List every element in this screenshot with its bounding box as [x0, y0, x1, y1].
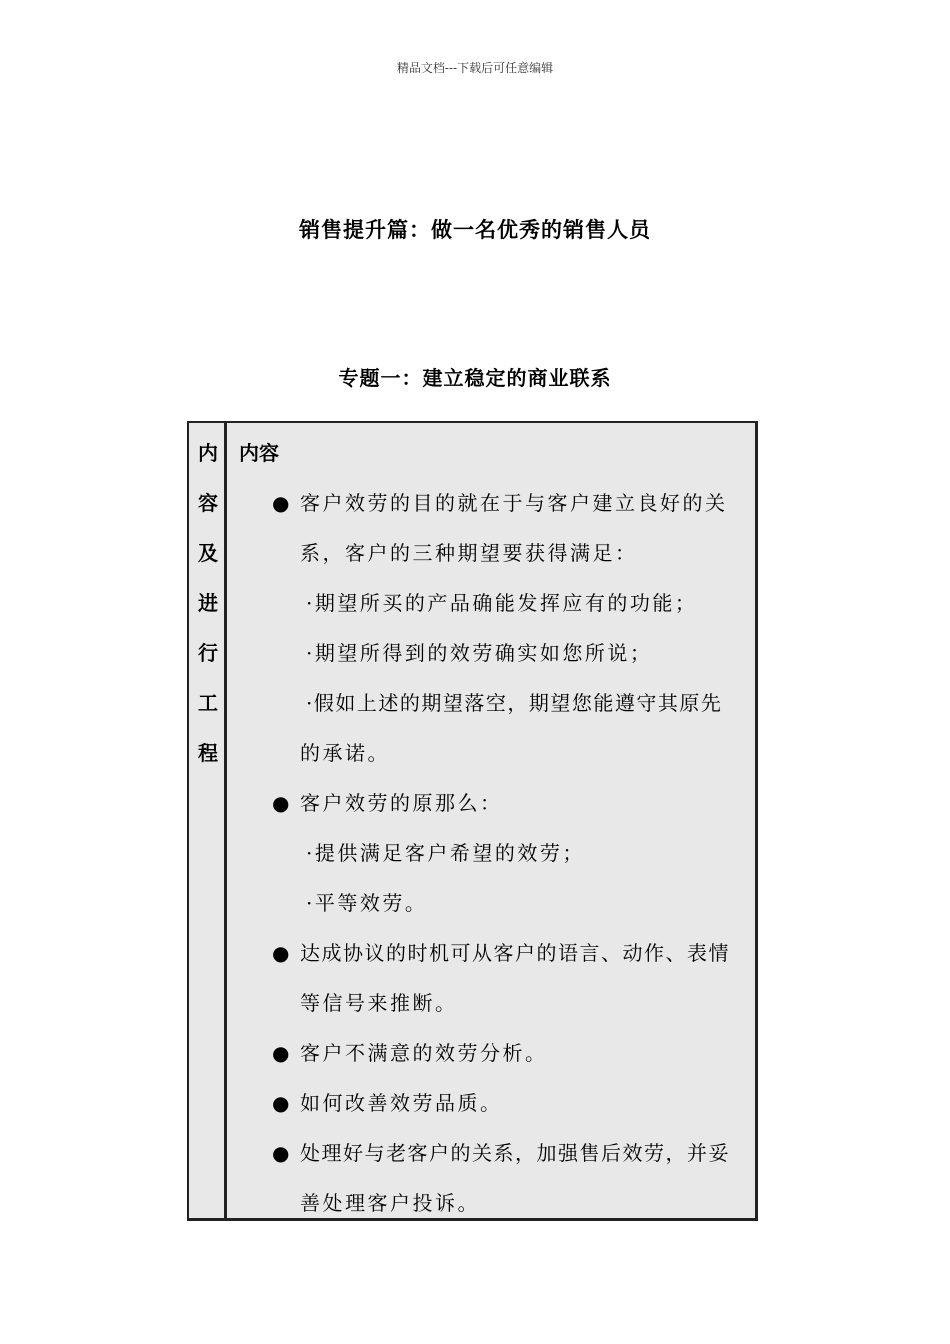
header-note: 精品文档---下载后可任意编辑	[396, 61, 554, 75]
bullet-icon: ●	[272, 791, 290, 815]
side-label-char: 程	[198, 741, 218, 765]
content-line: 客户效劳的原那么：	[300, 791, 503, 815]
content-line: 处理好与老客户的关系，加强售后效劳，并妥	[300, 1141, 730, 1165]
bullet-icon: ●	[272, 1141, 290, 1165]
content-line: 善处理客户投诉。	[300, 1191, 480, 1215]
content-line: ·假如上述的期望落空，期望您能遵守其原先	[306, 691, 723, 715]
bullet-icon: ●	[272, 491, 290, 515]
bullet-icon: ●	[272, 1091, 290, 1115]
content-line: ·平等效劳。	[306, 891, 428, 915]
side-label-char: 进	[198, 591, 218, 615]
bullet-icon: ●	[272, 1041, 290, 1065]
content-line: 的承诺。	[300, 741, 390, 765]
content-line: ·期望所买的产品确能发挥应有的功能；	[306, 591, 698, 615]
side-label-char: 行	[198, 641, 218, 665]
content-line: 客户效劳的目的就在于与客户建立良好的关	[300, 491, 728, 515]
content-line: 等信号来推断。	[300, 991, 458, 1015]
side-label-char: 及	[198, 541, 218, 565]
column-header: 内容	[239, 441, 279, 465]
section-title: 专题一：建立稳定的商业联系	[338, 366, 612, 390]
content-line: ·期望所得到的效劳确实如您所说；	[306, 641, 653, 665]
content-line: 客户不满意的效劳分析。	[300, 1041, 548, 1065]
content-line: 如何改善效劳品质。	[300, 1091, 503, 1115]
side-label-char: 内	[198, 441, 218, 465]
content-line: 达成协议的时机可从客户的语言、动作、表情	[300, 941, 730, 965]
side-label-char: 容	[198, 491, 218, 515]
content-line: ·提供满足客户希望的效劳；	[306, 841, 585, 865]
content-column	[230, 423, 755, 1218]
document-title: 销售提升篇：做一名优秀的销售人员	[299, 217, 651, 242]
content-table	[187, 421, 758, 1221]
bullet-icon: ●	[272, 941, 290, 965]
side-label-char: 工	[198, 691, 218, 715]
content-line: 系，客户的三种期望要获得满足：	[300, 541, 638, 565]
side-label-column	[189, 423, 227, 1218]
